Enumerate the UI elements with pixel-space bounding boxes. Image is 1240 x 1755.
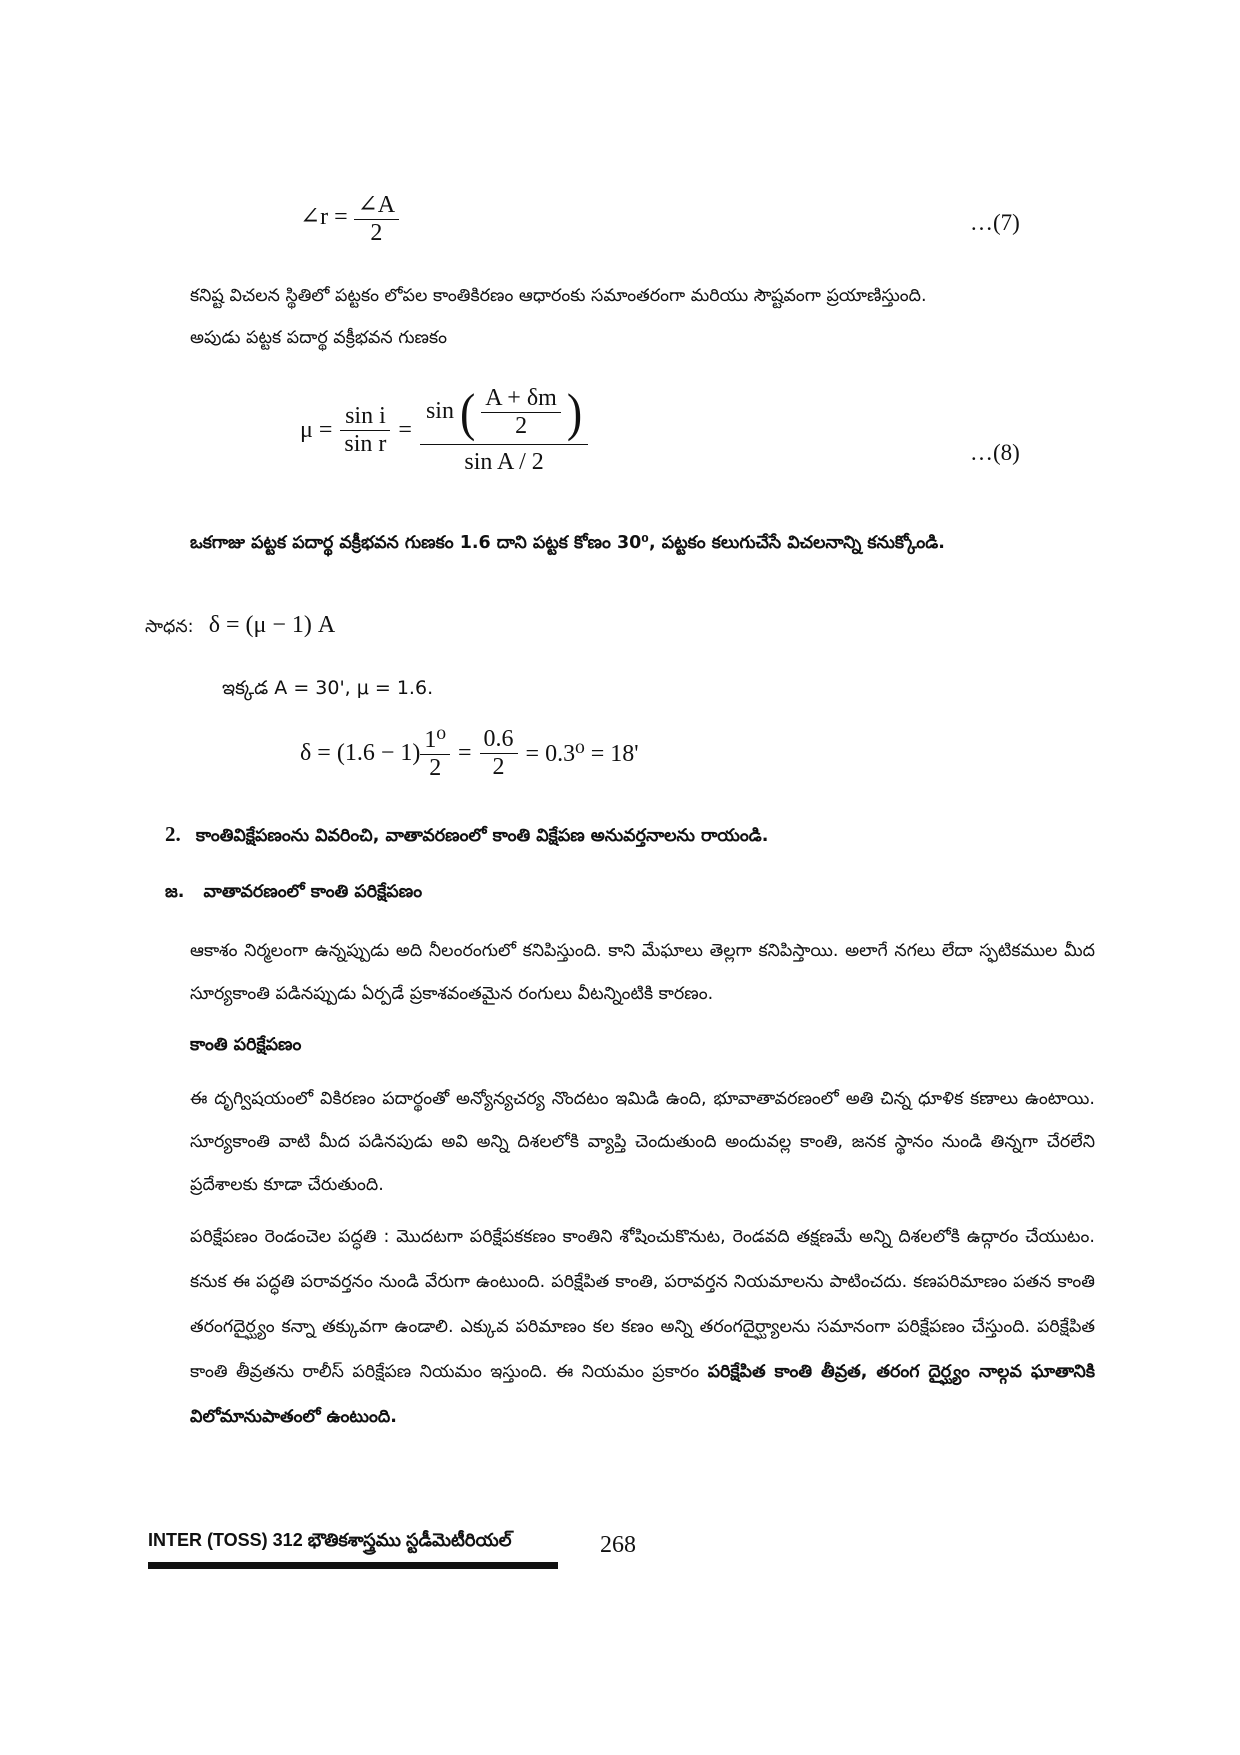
answer-heading	[165, 882, 422, 906]
equation-8	[300, 382, 588, 476]
subheading-scattering: కాంతి పరిక్షేపణం	[190, 1035, 302, 1055]
problem-statement: ఒకగాజు పట్టక పదార్థ వక్రీభవన గుణకం 1.6 దాని పట్టక కోణం 30⁰, పట్టకం కలుగుచేసే విచలనాన్ని కనుక్కోండి.	[190, 533, 945, 553]
eq8-fraction-sin	[340, 403, 390, 458]
solution-label: సాధన:	[145, 617, 194, 637]
eq8-sin-r: sin r	[344, 431, 387, 457]
eq8-inner-fraction	[481, 385, 561, 440]
eq8-sin: sin	[425, 398, 454, 425]
eq8-mu: μ =	[300, 417, 333, 443]
calc-num-1: 1⁰	[420, 725, 450, 755]
calc-den-1: 2	[429, 755, 442, 781]
answer-label: జ.	[165, 882, 185, 902]
rayleigh-law-statement: పరిక్షేపిత కాంతి తీవ్రత, తరంగ దైర్ఘ్యం నాల్గవ ఘాతానికి విలోమానుపాతంలో ఉంటుంది.	[190, 1362, 1095, 1427]
footer-title: INTER (TOSS) 312 భౌతికశాస్త్రము స్టడీమెటీరియల్	[148, 1530, 512, 1550]
question-2-text: కాంతివిక్షేపణంను వివరించి, వాతావరణంలో కాంతి విక్షేపణ అనువర్తనాలను రాయండి.	[195, 826, 769, 846]
paragraph-min-deviation: కనిష్ట విచలన స్థితిలో పట్టకం లోపల కాంతికిరణం ఆధారంకు సమాంతరంగా మరియు సౌష్టవంగా ప్రయాణిస్తుంది.	[190, 286, 927, 306]
solution-calculation	[300, 725, 639, 782]
eq8-inner-denominator: 2	[515, 413, 528, 439]
calc-left: δ = (1.6 − 1)	[300, 740, 421, 766]
footer-rule	[148, 1562, 558, 1569]
eq8-right-paren: )	[566, 382, 583, 442]
calc-fraction-2	[480, 726, 518, 781]
answer-heading-text: వాతావరణంలో కాంతి పరిక్షేపణం	[203, 882, 423, 902]
eq8-equals: =	[398, 417, 412, 443]
eq7-numerator: ∠A	[354, 190, 399, 220]
eq8-main-numerator	[420, 382, 588, 445]
eq8-inner-numerator: A + δm	[481, 385, 561, 413]
calc-fraction-1	[420, 725, 450, 782]
paragraph-scattering-phenomenon: ఈ దృగ్విషయంలో వికిరణం పదార్థంతో అన్యోన్యచర్య నొందటం ఇమిడి ఉంది, భూవాతావరణంలో అతి చిన్న ధూళిక కణాలు ఉంటాయి. సూర్యకాంతి వాటి మీద పడినపుడు అవి అన్ని దిశలలోకి వ్యాప్తి చెందుతుంది అందువల్ల కాంతి, జనక స్థానం నుండి తిన్నగా చేరలేని ప్రదేశాలకు కూడా చేరుతుంది.	[190, 1089, 1095, 1195]
calc-num-2: 0.6	[480, 726, 518, 754]
eq7-lhs: ∠r =	[300, 204, 348, 231]
paragraph-refractive-index-intro: అపుడు పట్టక పదార్థ వక్రీభవన గుణకం	[190, 328, 447, 348]
paragraph-scattering-process	[190, 1215, 1095, 1440]
solution-formula: δ = (μ − 1) A	[208, 612, 336, 638]
eq8-tag: …(8)	[970, 440, 1020, 465]
question-2	[165, 822, 768, 850]
eq8-left-paren: (	[459, 382, 476, 442]
paragraph-scattering-process-text: పరిక్షేపణం రెండంచెల పద్ధతి : మొదటగా పరిక్షేపకకణం కాంతిని శోషించుకొనుట, రెండవది తక్షణమే అన్ని దిశలలోకి ఉద్గారం చేయుటం. కనుక ఈ పద్ధతి పరావర్తనం నుండి వేరుగా ఉంటుంది. పరిక్షేపిత కాంతి, పరావర్తన నియమాలను పాటించదు. కణపరిమాణం పతన కాంతి తరంగదైర్ఘ్యం కన్నా తక్కువగా ఉండాలి. ఎక్కువ పరిమాణం కల కణం అన్ని తరంగదైర్ఘ్యాలను సమానంగా పరిక్షేపణం చేస్తుంది. పరిక్షేపిత కాంతి తీవ్రతను రాలీస్ పరిక్షేపణ నియమం ఇస్తుంది. ఈ నియమం ప్రకారం	[190, 1227, 1095, 1382]
eq8-main-denominator: sin A / 2	[464, 449, 544, 475]
eq7-denominator: 2	[370, 220, 383, 246]
page-number: 268	[600, 1532, 636, 1558]
calc-den-2: 2	[492, 754, 505, 780]
paragraph-sky-color: ఆకాశం నిర్మలంగా ఉన్నప్పుడు అది నీలంరంగులో కనిపిస్తుంది. కాని మేఘాలు తెల్లగా కనిపిస్తాయి. అలాగే నగలు లేదా స్ఫటికముల మీద సూర్యకాంతి పడినప్పుడు ఏర్పడే ప్రకాశవంతమైన రంగులు వీటన్నింటికి కారణం.	[190, 941, 1095, 1004]
eq7-tag: …(7)	[970, 210, 1020, 235]
eq8-fraction-main	[420, 382, 588, 476]
eq8-sin-i: sin i	[340, 403, 390, 431]
solution-line	[145, 612, 335, 641]
eq7-fraction	[354, 190, 399, 247]
equation-7	[300, 190, 399, 247]
question-2-number: 2.	[165, 822, 181, 846]
solution-given: ఇక్కడ A = 30', μ = 1.6.	[222, 677, 434, 699]
calc-right: = 0.3⁰ = 18'	[525, 741, 639, 767]
calc-equals: =	[458, 740, 472, 766]
